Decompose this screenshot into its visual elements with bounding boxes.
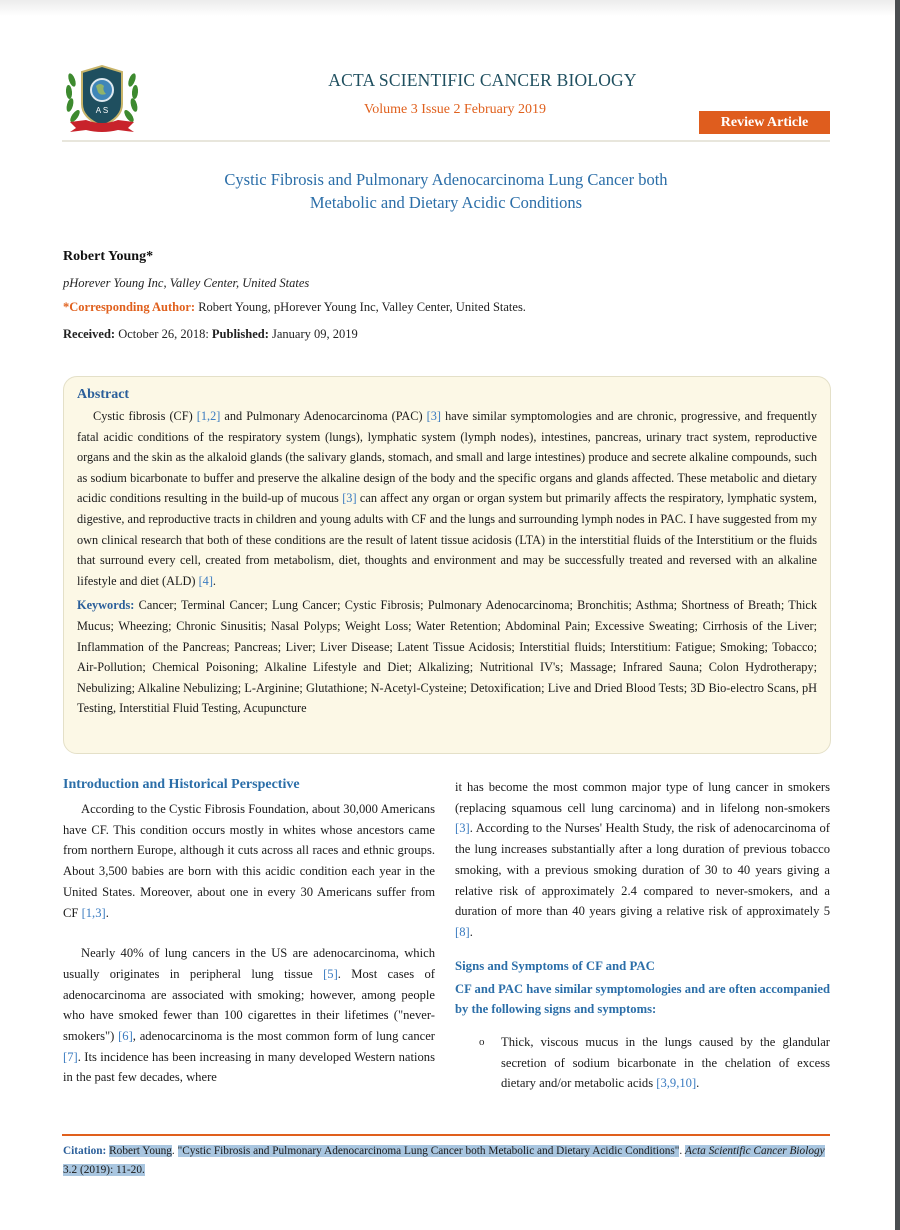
- intro-paragraph-2: Nearly 40% of lung cancers in the US are adenocarcinoma, which usually originates in peripheral lung tissue [5]. Most cases of adenocarcinoma are associated with smoking; however, among people who have smoked fewer than 100 cigarettes in their lifetimes ("never-smokers") [6], adenocarcinoma is the most common form of lung cancer [7]. Its incidence has been increasing in many developed Western nations in the past few decades, where: [63, 946, 435, 1085]
- abstract-heading: Abstract: [77, 387, 130, 402]
- footer-divider: [62, 1134, 830, 1136]
- received-date: October 26, 2018:: [115, 327, 212, 341]
- keywords-list: Cancer; Terminal Cancer; Lung Cancer; Cystic Fibrosis; Pulmonary Adenocarcinoma; Bronchitis; Asthma; Shortness of Breath; Thick Mucus; Wheezing; Chronic Sinusitis; Nasal Polyps; Weight Loss; Water Retention; Abdominal Pain; Excessive Sweating; Cirrhosis of the Liver; Inflammation of the Pancreas; Pancreas; Liver; Liver Disease; Latent Tissue Acidosis; Interstitial fluids; Interstitium: Fatigue; Smoking; Tobacco; Air-Pollution; Chemical Poisoning; Alkaline Lifestyle and Diet; Alkalizing; Nutritional IV's; Massage; Infrared Sauna; Colon Hydrotherapy; Nebulizing; Alkaline Nebulizing; L-Arginine; Glutathione; N-Acetyl-Cysteine; Detoxification; Live and Dried Blood Tests; 3D Bio-electro Scans, pH Testing, Interstitial Fluid Testing, Acupuncture: [77, 598, 817, 716]
- citation-title: "Cystic Fibrosis and Pulmonary Adenocarcinoma Lung Cancer both Metabolic and Dietary Acidic Conditions": [177, 1145, 680, 1157]
- reference-link[interactable]: [7]: [63, 1049, 78, 1064]
- citation-journal: Acta Scientific Cancer Biology: [685, 1145, 825, 1157]
- published-date: January 09, 2019: [268, 327, 358, 341]
- corresponding-author: [63, 300, 526, 315]
- reference-link[interactable]: [4]: [198, 573, 213, 588]
- signs-heading: Signs and Symptoms of CF and PAC: [455, 958, 655, 973]
- list-item: [455, 1032, 830, 1094]
- left-column: [63, 777, 435, 1088]
- author-name: Robert Young*: [63, 249, 154, 264]
- intro-heading: Introduction and Historical Perspective: [63, 777, 300, 792]
- journal-title: ACTA SCIENTIFIC CANCER BIOLOGY: [328, 70, 637, 90]
- published-label: Published:: [211, 327, 269, 341]
- article-dates: [63, 327, 358, 342]
- reference-link[interactable]: [3]: [342, 491, 357, 506]
- reference-link[interactable]: [3,9,10]: [656, 1076, 697, 1091]
- reference-link[interactable]: [3]: [426, 409, 441, 423]
- bullet-circle-icon: o: [479, 1036, 485, 1049]
- page-top-shade: [0, 0, 895, 16]
- viewer-scrollbar[interactable]: [895, 0, 900, 1230]
- reference-link[interactable]: [8]: [455, 924, 470, 939]
- intro-paragraph-1: According to the Cystic Fibrosis Foundation, about 30,000 Americans have CF. This condition occurs mostly in whites whose ancestors came from northern Europe, although it cuts across all races and ethnic groups. About 3,500 babies are born with this acidic condition each year in the United States. Moreover, about one in every 30 Americans suffer from CF [1,3].: [63, 802, 435, 920]
- reference-link[interactable]: [1,2]: [196, 409, 221, 423]
- citation-author: Robert Young: [109, 1145, 172, 1157]
- article-title: [0, 168, 892, 214]
- signs-lead: CF and PAC have similar symptomologies and are often accompanied by the following signs and symptoms:: [455, 981, 830, 1017]
- corresponding-author-label: *Corresponding Author:: [63, 300, 196, 314]
- citation-volume-pages: 3.2 (2019): 11-20.: [63, 1164, 145, 1176]
- citation: Citation: Robert Young. "Cystic Fibrosis and Pulmonary Adenocarcinoma Lung Cancer both Metabolic and Dietary Acidic Conditions". Acta Scientific Cancer Biology 3.2 (2019): 11-20.: [63, 1145, 825, 1176]
- citation-label: Citation:: [63, 1145, 107, 1157]
- abstract-box: [63, 376, 831, 754]
- reference-link[interactable]: [1,3]: [81, 905, 106, 920]
- article-title-line2: Metabolic and Dietary Acidic Conditions: [309, 193, 583, 212]
- reference-link[interactable]: [5]: [323, 966, 338, 981]
- keywords: [77, 595, 817, 719]
- keywords-label: Keywords:: [77, 598, 135, 613]
- header-divider: [62, 140, 830, 142]
- author-affiliation: pHorever Young Inc, Valley Center, United States: [63, 276, 310, 290]
- reference-link[interactable]: [3]: [455, 821, 470, 836]
- intro-paragraph-2-continued: it has become the most common major type of lung cancer in smokers (replacing squamous cell lung carcinoma) and in lifelong non-smokers [3]. According to the Nurses' Health Study, the risk of adenocarcinoma of the lung increases substantially after a long duration of previous tobacco smoking, with a previous smoking duration of 30 to 40 years giving a relative risk of approximately 2.4 compared to never-smokers, and a duration of more than 40 years giving a relative risk of approximately 5 [8].: [455, 780, 830, 939]
- article-type-badge: Review Article: [699, 111, 830, 134]
- reference-link[interactable]: [6]: [118, 1029, 133, 1044]
- right-column: [455, 777, 830, 1094]
- abstract-text: Cystic fibrosis (CF) [1,2] and Pulmonary Adenocarcinoma (PAC) [3] have similar symptomologies and are chronic, progressive, and frequently fatal acidic conditions of the respiratory system (lungs), lymphatic system (lymph nodes), intestines, pancreas, urinary tract system, reproductive organs and the skin as the alkaloid glands (the salivary glands, stomach, and small and large intestines) produce and secrete alkaline compounds, such as sodium bicarbonate to buffer and preserve the alkaline design of the body and the specific organs and glands affected. These metabolic and dietary acidic conditions resulting in the build-up of mucous [3] can affect any organ or organ system but primarily affects the respiratory, lymphatic system, digestive, and reproductive tracts in children and young adults with CF and the lungs and surrounding lymph nodes in PAC. I have suggested from my own clinical research that both of these conditions are the result of latent tissue acidosis (LTA) in the interstitial fluids of the Interstitium or the fluids that surround every cell, created from metabolism, diet, thoughts and environment and may be successfully treated and reversed with an alkaline lifestyle and diet (ALD) [4].: [77, 409, 818, 588]
- received-label: Received:: [63, 327, 116, 341]
- article-title-line1: Cystic Fibrosis and Pulmonary Adenocarcinoma Lung Cancer both: [224, 170, 668, 189]
- volume-issue: Volume 3 Issue 2 February 2019: [363, 102, 547, 117]
- svg-text:A S: A S: [95, 106, 109, 115]
- corresponding-author-text: Robert Young, pHorever Young Inc, Valley Center, United States.: [195, 300, 526, 314]
- list-item-text: Thick, viscous mucus in the lungs caused by the glandular secretion of sodium bicarbonate in the chelation of excess dietary and/or metabolic acids [3,9,10].: [501, 1035, 830, 1091]
